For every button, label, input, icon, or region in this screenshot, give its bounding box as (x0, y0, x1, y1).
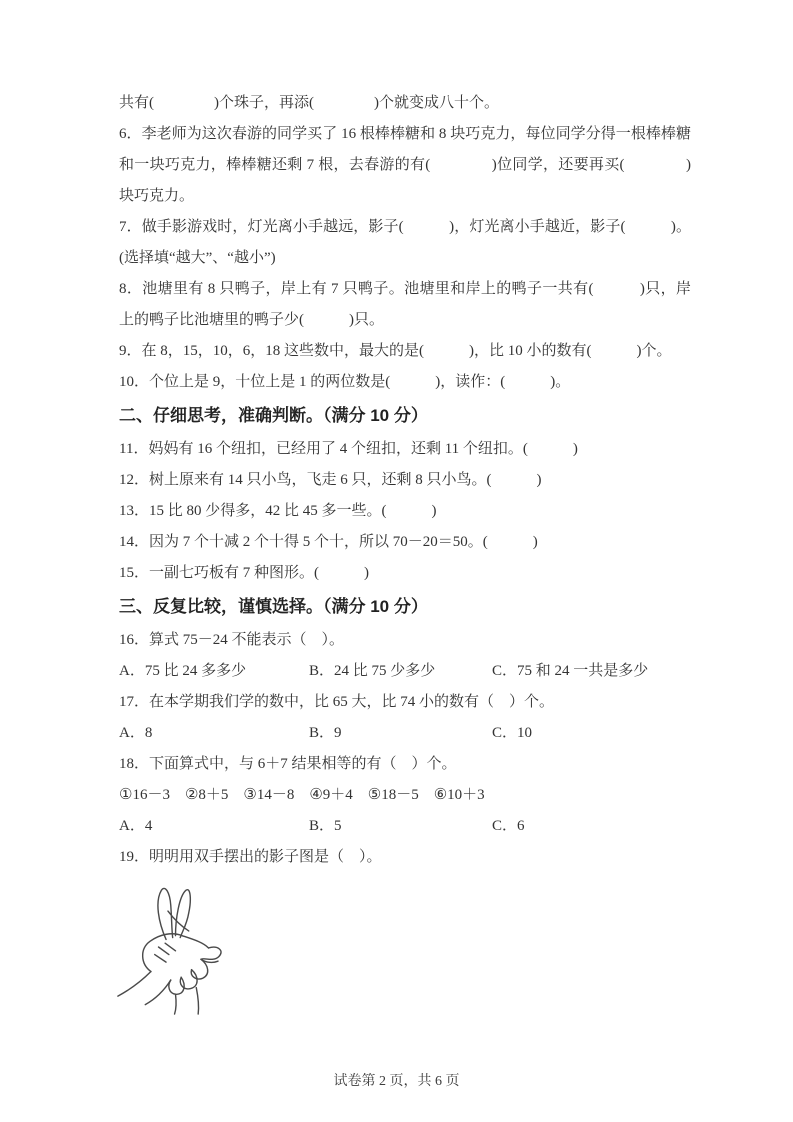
option-a: A．4 (119, 818, 153, 834)
question-10: 10．个位上是 9，十位上是 1 的两位数是( )，读作：( )。 (119, 374, 571, 390)
question-9: 9．在 8，15，10，6，18 这些数中，最大的是( )，比 10 小的数有( )个。 (119, 343, 672, 359)
exam-content (119, 88, 691, 1015)
question-8: 8．池塘里有 8 只鸭子，岸上有 7 只鸭子。池塘里和岸上的鸭子一共有( )只，岸上的鸭子比池塘里的鸭子少( )只。 (119, 281, 691, 328)
question-6: 6．李老师为这次春游的同学买了 16 根棒棒糖和 8 块巧克力，每位同学分得一根棒棒糖和一块巧克力，棒棒糖还剩 7 根，去春游的有( )位同学，还要再买( )块巧克力。 (119, 126, 691, 204)
page-footer: 试卷第 2 页，共 6 页 (333, 1074, 460, 1089)
question-16: 16．算式 75－24 不能表示（ ）。 (119, 632, 345, 648)
section-2-title: 二、仔细思考，准确判断。（满分 10 分） (119, 406, 428, 425)
option-b: B．9 (309, 725, 342, 741)
question-15: 15．一副七巧板有 7 种图形。( ) (119, 565, 369, 581)
option-c: C．75 和 24 一共是多少 (492, 663, 649, 679)
option-b: B．5 (309, 818, 342, 834)
question-18-expressions: ①16－3 ②8＋5 ③14－8 ④9＋4 ⑤18－5 ⑥10＋3 (119, 787, 485, 803)
question-13: 13．15 比 80 少得多，42 比 45 多一些。( ) (119, 503, 437, 519)
question-16-options (119, 656, 691, 687)
question-5-continuation: 共有( )个珠子，再添( )个就变成八十个。 (119, 95, 499, 111)
question-17-options (119, 718, 691, 749)
option-b: B．24 比 75 少多少 (309, 663, 436, 679)
question-17: 17．在本学期我们学的数中，比 65 大，比 74 小的数有（ ）个。 (119, 694, 555, 710)
hand-shadow-rabbit-image (113, 879, 255, 1015)
option-c: C．10 (492, 725, 533, 741)
question-14: 14．因为 7 个十减 2 个十得 5 个十，所以 70－20＝50。( ) (119, 534, 538, 550)
option-a: A．8 (119, 725, 153, 741)
section-3-title: 三、反复比较，谨慎选择。（满分 10 分） (119, 597, 428, 616)
question-18: 18．下面算式中，与 6＋7 结果相等的有（ ）个。 (119, 756, 457, 772)
option-a: A．75 比 24 多多少 (119, 663, 247, 679)
option-c: C．6 (492, 818, 525, 834)
question-19: 19．明明用双手摆出的影子图是（ ）。 (119, 849, 382, 865)
question-12: 12．树上原来有 14 只小鸟，飞走 6 只，还剩 8 只小鸟。( ) (119, 472, 542, 488)
question-7: 7．做手影游戏时，灯光离小手越远，影子( )，灯光离小手越近，影子( )。(选择填“越大”、“越小”) (119, 219, 691, 266)
question-11: 11．妈妈有 16 个纽扣，已经用了 4 个纽扣，还剩 11 个纽扣。( ) (119, 441, 578, 457)
question-18-options (119, 811, 691, 842)
